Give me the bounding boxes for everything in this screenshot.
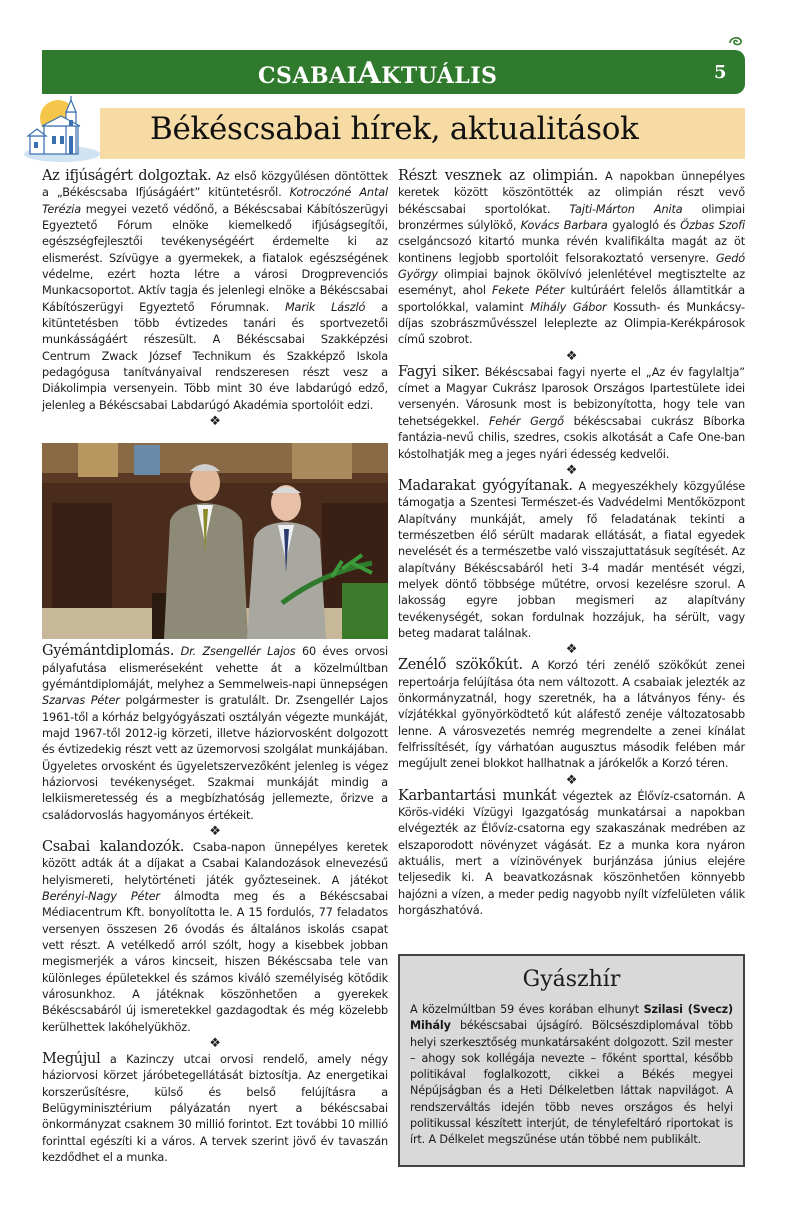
- article-madarak: Madarakat gyógyítanak. A megyeszékhely közgyűlése támogatja a Szentesi Természet-és Vadvédelmi Mentőközpont Alapítvány munkáját, amely fő feladatának tekinti a természetben élő sérült madarak ellátását, a fiatal egyedek nevelését és a természetbe való visszajuttatásuk segítését. Az alapítvány Békéscsabáról heti 3-4 madár mentését végzi, melyek döntő többsége műtétre, orvosi kezelésre szorul. A lakosság egyre jobban megismeri az alapítvány tevékenységét, sokan fordulnak hozzájuk, ha sérült, vagy beteg madarat találnak.: [398, 477, 745, 640]
- page-number: 5: [714, 62, 727, 83]
- article-olimpia: Részt vesznek az olimpián. A napokban ünnepélyes keretek között köszöntötték az olimpián részt vevő békéscsabai sportolókat. Tajti-Márton Anita olimpiai bronzérmes súlylökő, Kovács Barbara gyalogló és Özbas Szofi cselgáncsozó kitartó munka révén kvalifikálta magát az öt kontinens legjobb sportolóit felsorakoztató versenyre. Gedó György olimpiai bajnok ökölvívó jelenlétével megtisztelte az eseményt, ahol Fekete Péter kultúráért felelős államtitkár a sportolókkal, valamint Mihály Gábor Kossuth- és Munkácsy-díjas szobrászművésszel leleplezte az Olimpia-Kerékpárosok című szobrot.: [398, 168, 746, 347]
- publication-title: CSABAIAKTUÁLIS: [258, 56, 498, 91]
- article-lead: Az ifjúságért dolgoztak.: [42, 168, 212, 184]
- article-fagyi: Fagyi siker. Békéscsabai fagyi nyerte el „Az év fagylaltja” címet a Magyar Cukrász Iparosok Országos Ipartestülete idei versenyén. Városunk most is bebizonyította, hogy tele van tehetségekkel. Fehér Gergő békéscsabai cukrász Bíborka fantázia-nevű chilis, szedres, csokis alkotását a Cafe One-ban kóstolhatják meg a jeges nyári édesség kedvelői.: [398, 363, 745, 461]
- left-column: [42, 168, 388, 1166]
- right-column: [398, 168, 745, 919]
- swirl-ornament-icon: [728, 35, 744, 47]
- article-lead: Karbantartási munkát: [398, 787, 557, 804]
- obituary-title: Gyászhír: [522, 967, 621, 992]
- separator-ornament-icon: ❖: [565, 772, 578, 788]
- section-title: Békéscsabai hírek, aktualitások: [150, 111, 639, 147]
- article-gyemantdiploma: Gyémántdiplomás. Dr. Zsengellér Lajos 60 éves orvosi pályafutása elismeréseként vehette át a közelmúltban gyémántdiplomáját, melyhez a Semmelweis-napi ünnepségen Szarvas Péter polgármester is gratulált. Dr. Zsengellér Lajos 1961-től a kórház belgyógyászati osztályán végezte munkáját, majd 1967-től 2012-ig körzeti, illetve háziorvosként dolgozott és évtizedekig részt vett az üzemorvosi szolgálat munkájában. Ügyeletes orvosként és ügyeletszervezőként jelenleg is végez háziorvosi tevékenységet. Szakmai munkáját mindig a lelkiismeretesség és a megbízhatóság jellemezte, őrizve a családorvoslás hagyományos értékeit.: [42, 643, 389, 822]
- separator-ornament-icon: ❖: [209, 1036, 221, 1052]
- obituary-box: [398, 954, 745, 1167]
- article-szokokut: Zenélő szökőkút. A Korzó téri zenélő szökőkút zenei repertoárja felújítása óta nem változott. A csabaiak jelezték az önkormányzatnál, hogy szeretnék, ha a látványos fény- és vízjátékkal gyönyörködtető kút aláfestő zenéje változatosabb lenne. A városvezetés nemrég megrendelte a zenei kínálat felfrissítését, így várhatóan augusztus második felében már megújult zenei blokkot hallhatnak a járókelők a Korzó téren.: [398, 657, 745, 771]
- separator-ornament-icon: ❖: [209, 823, 221, 839]
- church-sun-illustration: [22, 96, 102, 164]
- obituary-text: A közelmúltban 59 éves korában elhunyt Szilasi (Svecz) Mihály békéscsabai újságíró. Bölcsészdiplomával több helyi szerkesztőség munkatársaként dolgozott. Szil mester – ahogy sok kollégája nevezte – főként sporttal, később politikával foglalkozott, cikkei a Békés megyei Népújságban és a Heti Délkeletben láttak napvilágot. A rendszerváltás idején több neves országos és helyi politikussal készített interjút, de ténylefeltáró riportokat is írt. A Délkelet megszűnése után többé nem publikált.: [410, 1003, 734, 1147]
- article-lead: Madarakat gyógyítanak.: [398, 477, 573, 494]
- article-kalandozok: Csabai kalandozók. Csaba-napon ünnepélyes keretek között adták át a díjakat a Csabai Kalandozások elnevezésű helyismereti, helytörténeti játék győzteseinek. A játékot Berényi-Nagy Péter álmodta meg és a Békéscsabai Médiacentrum Kft. bonyolította le. A 15 fordulós, 77 feladatos versenyen összesen 26 óvodás és általános iskolás csapat vett részt. A vetélkedő arról szólt, hogy a kisebbek jobban megismerjék a város kincseit, hiszen Békéscsaba tele van különleges épületekkel és számos kiváló személyiség kötődik városunkhoz. A játéknak köszönhetően a gyerekek Békéscsabáról új ismeretekkel gazdagodtak és még közelebb kerülhettek lakóhelyükhöz.: [42, 838, 388, 1034]
- article-megujul: Megújul a Kazinczy utcai orvosi rendelő, amely négy háziorvosi körzet járóbetegellátását biztosítja. Az energetikai korszerűsítésre, külső és belső felújításra a Belügyminisztérium pályázatán nyert a békéscsabai önkormányzat csaknem 30 millió forintot. Ezt további 10 millió forinttal egészíti ki a város. A tervek szerint jövő év tavaszán kezdődhet el a munka.: [42, 1051, 388, 1165]
- separator-ornament-icon: ❖: [565, 348, 578, 364]
- separator-ornament-icon: ❖: [565, 642, 578, 658]
- article-lead: Megújul: [42, 1051, 101, 1068]
- award-ceremony-photo: [42, 443, 388, 639]
- article-lead: Csabai kalandozók.: [42, 838, 185, 855]
- article-lead: Fagyi siker.: [398, 363, 480, 380]
- separator-ornament-icon: ❖: [209, 414, 221, 430]
- article-lead: Részt vesznek az olimpián.: [398, 168, 599, 184]
- article-karbantartas: Karbantartási munkát végeztek az Élővíz-csatornán. A Körös-vidéki Vízügyi Igazgatóság munkatársai a napokban elvégezték az Élővíz-csatorna egy szakaszának medrében az elszaporodott növényzet vágását. Ez a munka kora nyáron aktuális, mert a vízinövények burjánzása június elejére teljesedik ki. A beavatkozásnak köszönhetően könnyebb hajózni a vízen, a meder pedig nagyobb nyílt vízfelületen válik horgászhatóvá.: [398, 787, 745, 918]
- article-lead: Zenélő szökőkút.: [398, 657, 523, 674]
- article-lead: Gyémántdiplomás.: [42, 643, 175, 660]
- article-ifjusag: Az ifjúságért dolgoztak. Az első közgyűlésen döntöttek a „Békéscsaba Ifjúságáért” kitüntetésről. Kotroczóné Antal Terézia megyei vezető védőnő, a Békéscsabai Kábítószerügyi Egyeztető Fórum elnöke kiemelkedő ifjúságsegítői, egészségfejlesztői tevékenységéért érdemelte ki az elismerést. Szívügye a gyermekek, a fiatalok egészségének védelme, ezért hozta létre a városi Drogprevenciós Munkacsoportot. Aktív tagja és jelenlegi elnöke a Békéscsabai Kábítószerügyi Egyeztető Fórumnak. Marik László a kitüntetésben több évtizedes tanári és sportvezetői munkásságáért részesült. A Békéscsabai Szakképzési Centrum Zwack József Technikum és Szakképző Iskola pedagógusa tanítványaival rendszeresen részt vesz a Diákolimpia versenyein. Több mint 30 éve labdarúgó edző, jelenleg a Békéscsabai Labdarúgó Akadémia sportolóit edzi.: [42, 168, 389, 412]
- separator-ornament-icon: ❖: [565, 462, 578, 478]
